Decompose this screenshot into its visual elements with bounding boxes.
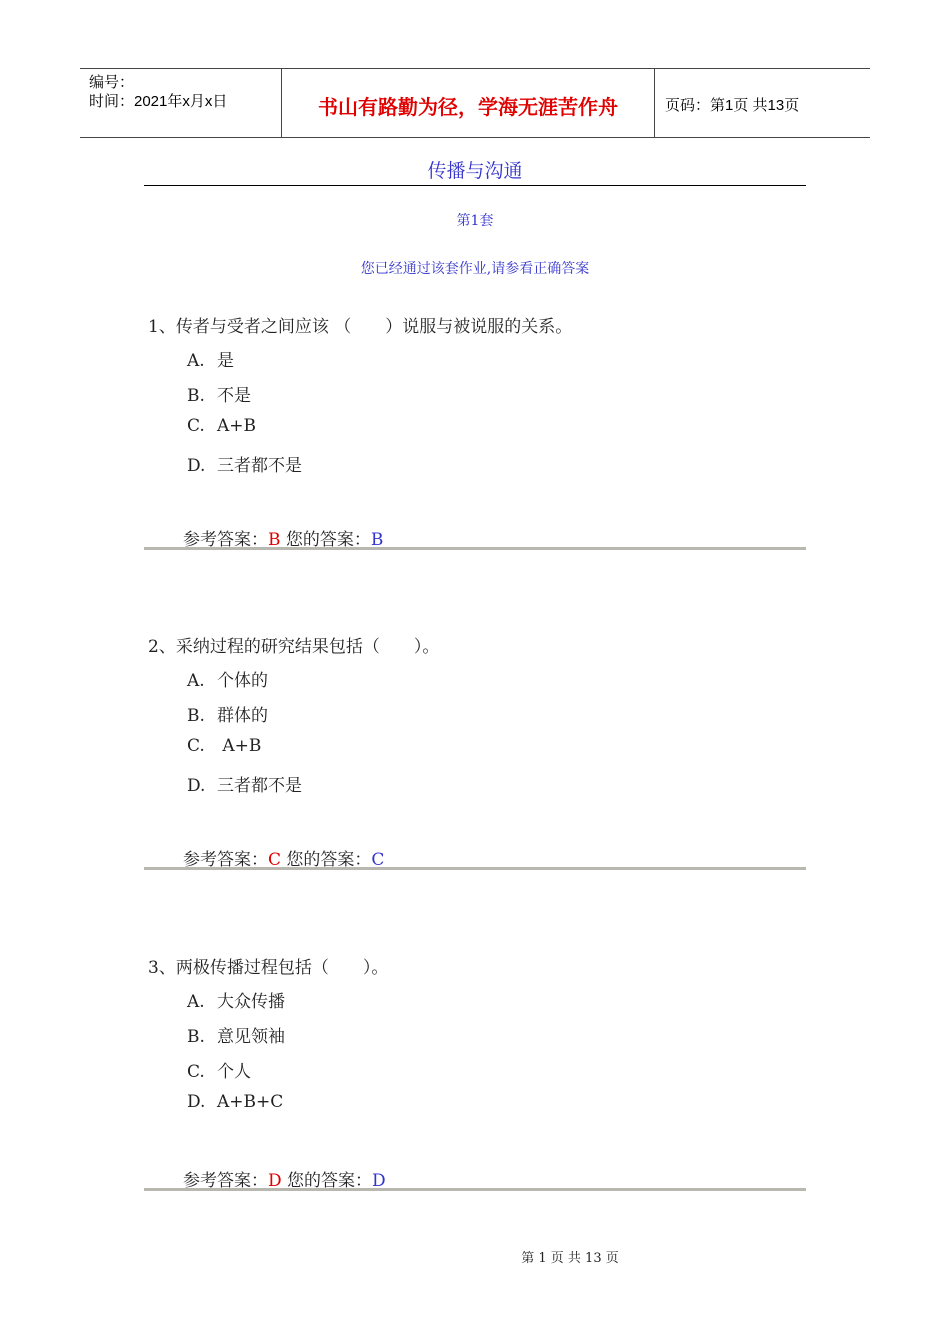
option-text: A+B bbox=[217, 736, 262, 756]
your-answer-label: 您的答案： bbox=[281, 850, 372, 870]
option-text: A+B bbox=[217, 416, 257, 436]
option-letter: A. bbox=[187, 351, 205, 371]
reference-answer-label: 参考答案： bbox=[183, 850, 268, 870]
header-motto-cell bbox=[282, 69, 655, 137]
page-info: 页码：第1页 共13页 bbox=[665, 96, 800, 114]
reference-answer: B bbox=[268, 530, 281, 550]
your-answer: C bbox=[371, 850, 385, 870]
reference-answer-label: 参考答案： bbox=[183, 1171, 268, 1191]
option-letter: D. bbox=[187, 1092, 206, 1112]
motto: 书山有路勤为径，学海无涯苦作舟 bbox=[318, 96, 618, 119]
option-letter: D. bbox=[187, 776, 206, 796]
option-letter: C. bbox=[187, 736, 205, 756]
option-text: A+B+C bbox=[217, 1092, 284, 1112]
option-letter: B. bbox=[187, 1027, 205, 1047]
option-b bbox=[187, 1022, 285, 1047]
page-footer: 第 1 页 共 13 页 bbox=[521, 1251, 619, 1266]
option-d bbox=[187, 451, 302, 476]
question-divider bbox=[144, 547, 806, 550]
option-a bbox=[187, 346, 234, 371]
option-letter: A. bbox=[187, 992, 205, 1012]
option-letter: B. bbox=[187, 386, 205, 406]
number-label: 编号： bbox=[89, 74, 135, 91]
option-text: 意见领袖 bbox=[217, 1027, 285, 1047]
header-table bbox=[80, 68, 870, 138]
your-answer-label: 您的答案： bbox=[281, 1171, 373, 1191]
reference-answer-label: 参考答案： bbox=[183, 530, 268, 550]
your-answer-label: 您的答案： bbox=[280, 530, 371, 550]
option-letter: D. bbox=[187, 456, 206, 476]
question-text: 3、两极传播过程包括（ ）。 bbox=[148, 958, 389, 978]
option-a bbox=[187, 987, 285, 1012]
document-title: 传播与沟通 bbox=[144, 157, 806, 186]
option-b bbox=[187, 381, 251, 406]
question-divider bbox=[144, 1188, 806, 1191]
question-text: 1、传者与受者之间应该 （ ）说服与被说服的关系。 bbox=[148, 317, 573, 337]
option-c bbox=[187, 416, 256, 436]
option-text: 三者都不是 bbox=[217, 456, 302, 476]
option-b bbox=[187, 701, 268, 726]
option-text: 不是 bbox=[217, 386, 251, 406]
question-text: 2、采纳过程的研究结果包括（ ）。 bbox=[148, 637, 440, 657]
option-text: 个体的 bbox=[217, 671, 268, 691]
option-letter: C. bbox=[187, 416, 205, 436]
option-letter: C. bbox=[187, 1062, 205, 1082]
option-letter: B. bbox=[187, 706, 205, 726]
pass-note: 您已经通过该套作业,请参看正确答案 bbox=[360, 261, 590, 277]
your-answer: D bbox=[372, 1171, 386, 1191]
option-text: 群体的 bbox=[217, 706, 268, 726]
reference-answer: C bbox=[268, 850, 282, 870]
option-text: 大众传播 bbox=[217, 992, 285, 1012]
question-divider bbox=[144, 867, 806, 870]
header-meta-cell bbox=[80, 69, 282, 137]
option-d bbox=[187, 771, 302, 796]
time-label: 时间：2021年x月x日 bbox=[89, 93, 228, 110]
option-text: 是 bbox=[217, 351, 234, 371]
reference-answer: D bbox=[268, 1171, 282, 1191]
option-a bbox=[187, 666, 268, 691]
header-page-cell bbox=[655, 69, 870, 137]
option-letter: A. bbox=[187, 671, 205, 691]
option-c bbox=[187, 736, 261, 756]
set-label: 第1套 bbox=[456, 213, 494, 229]
option-d bbox=[187, 1092, 283, 1112]
option-text: 个人 bbox=[217, 1062, 251, 1082]
option-c bbox=[187, 1057, 251, 1082]
your-answer: B bbox=[370, 530, 384, 550]
option-text: 三者都不是 bbox=[217, 776, 302, 796]
